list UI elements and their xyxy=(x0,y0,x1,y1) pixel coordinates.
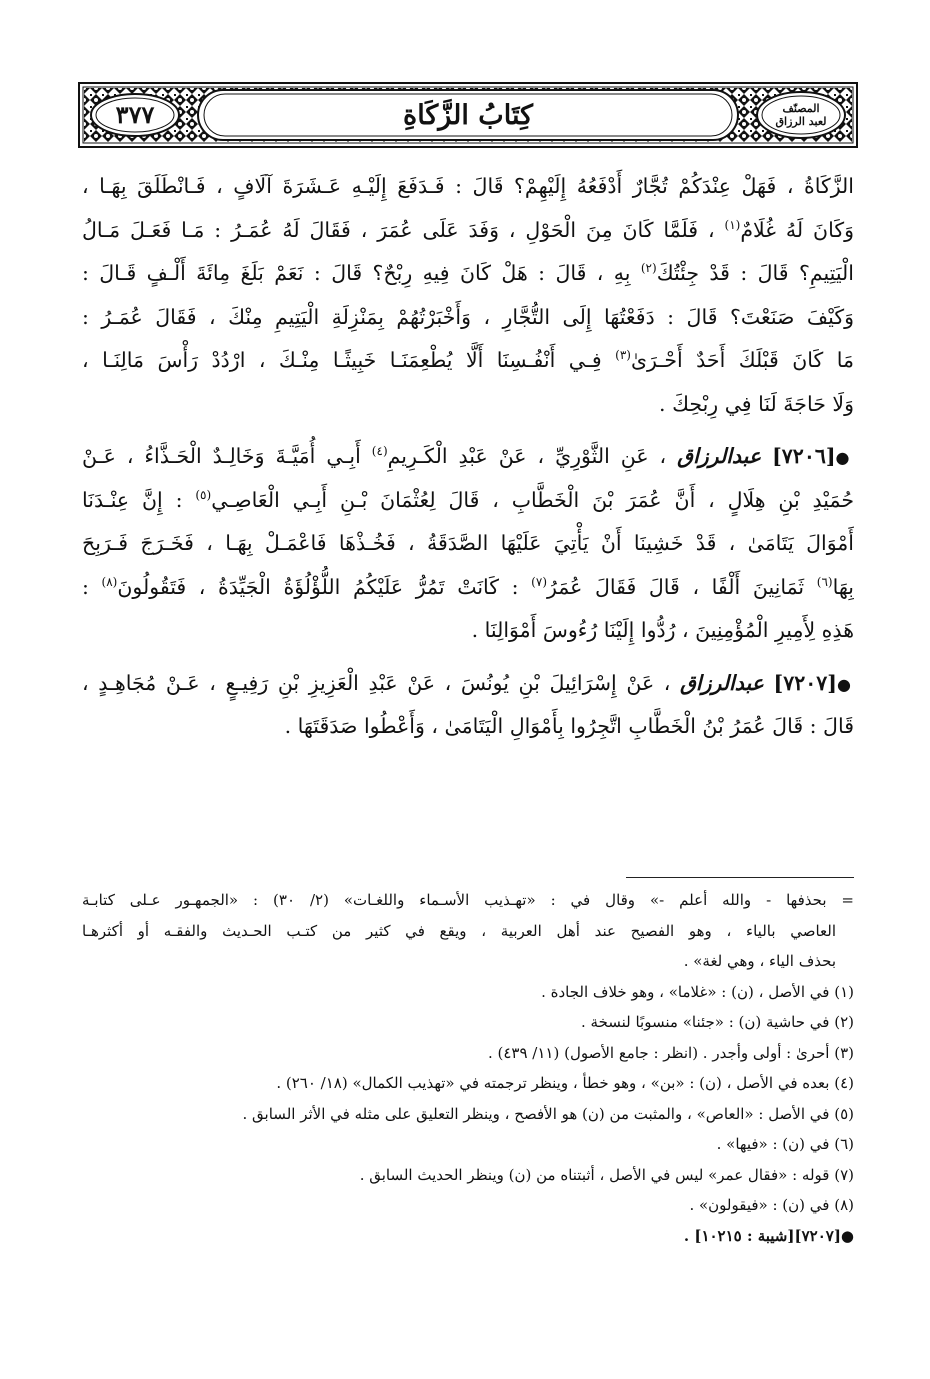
hadith-7207 xyxy=(82,662,854,749)
text-line: الزَّكَاةُ ، فَهَلْ عِنْدَكُمْ تُجَّارٌ أَدْفَعُهُ إِلَيْهِمْ؟ قَالَ : فَـدَفَعَ إِلَيْـهِ عَـشَرَةَ آلَافٍ ، فَـانْطَلَقَ بِهَـا ، xyxy=(82,174,854,198)
footnote-4: (٤) بعده في الأصل ، (ن) : «بن» ، وهو خطأ ، وينظر ترجمته في «تهذيب الكمال» (١٨/ ٢٦٠) . xyxy=(276,1074,854,1092)
hadith-author: عبدالرزاق xyxy=(677,444,762,468)
footnote-ref[interactable]: (٢) xyxy=(640,261,657,276)
footnote-ref[interactable]: (٣) xyxy=(615,348,631,363)
footnote-ref[interactable]: (٧) xyxy=(531,574,547,589)
text-line: أَمْوَالَ يَتَامَىٰ ، قَدْ خَشِينَا أَنْ يَأْتِيَ عَلَيْهَا الصَّدَقَةُ ، فَخُـذْهَا فَاعْمَـلْ بِهَـا ، فَخَـرَجَ فَـرَبِحَ xyxy=(82,531,854,555)
text-line: وَكَيْفَ صَنَعْتَ؟ قَالَ : دَفَعْتُهَا إِلَى التُّجَّارِ ، وَأَخْبَرْتُهُمْ بِمَنْزِلَةِ الْيَتِيمِ مِنْكَ ، فَقَالَ عُمَـرُ : xyxy=(82,304,854,329)
footnote-3: (٣) أحرىٰ : أولى وأجدر . (انظر : جامع الأصول) (١١/ ٤٣٩) . xyxy=(487,1043,854,1062)
footnote-ref[interactable]: (٦) xyxy=(816,574,833,589)
hadith-reference: ●[٧٢٠٧][شيبة : ١٠٢١٥] . xyxy=(683,1226,854,1245)
text-line: هَذِهِ لِأَمِيرِ الْمُؤْمِنِينَ ، رُدُّوا إِلَيْنَا رُءُوسَ أَمْوَالِنَا . xyxy=(471,618,854,642)
footnote-5: (٥) في الأصل : «العاص» ، والمثبت من (ن) هو الأفصح ، وينظر التعليق على مثله في الأثر السابق . xyxy=(242,1104,854,1123)
text-line: قَالَ : قَالَ عُمَرُ بْنُ الْخَطَّابِ اتَّجِرُوا بِأَمْوَالِ الْيَتَامَىٰ ، وَأَعْطُوا صَدَقَتَهَا . xyxy=(284,714,854,738)
hadith-author: عبدالرزاق xyxy=(679,670,764,695)
paragraph-gap xyxy=(82,426,854,435)
footnote-2: (٢) في حاشية (ن) : «جئنا» منسوبًا لنسخة . xyxy=(580,1013,854,1031)
footnote-ref[interactable]: (١) xyxy=(724,217,741,232)
footnote-continuation-line: = بحذفها - والله أعلم -» وقال في : «تهـذيب الأسـماء واللغـات» (٢/ ٣٠) : «الجمهـور عـلى كتابـة xyxy=(82,891,854,909)
footnote-continuation-line: العاصي بالياء ، وهو الفصيح عند أهل العربية ، ويقع في كثير من كتـب الحـديث والفقـه أو أكثرهـا xyxy=(82,921,836,940)
footnote-6: (٦) في (ن) : «فيها» . xyxy=(716,1135,854,1153)
footnote-8: (٨) في (ن) : «فيقولون» . xyxy=(689,1196,854,1214)
seal-line-1: المصنّف xyxy=(782,102,820,115)
text-line: وَكَانَ لَهُ غُلَامٌ$^{(١)}$ ، فَلَمَّا كَانَ مِنَ الْحَوْلِ ، وَفَدَ عَلَى عُمَرَ ، فَقَالَ لَهُ عُمَـرُ : مَـا فَعَـلَ مَـالُ xyxy=(82,217,854,242)
text-line: وَلَا حَاجَةَ لَنَا فِي رِبْحِكَ . xyxy=(659,391,854,416)
footnotes xyxy=(82,885,854,1251)
book-seal-logo xyxy=(760,94,842,136)
footnote-ref[interactable]: (٤) xyxy=(371,444,388,459)
text-line: الْيَتِيمِ؟ قَالَ : قَدْ جِئْتُكَ$^{(٢)}$ بِهِ ، قَالَ : هَلْ كَانَ فِيهِ رِبْحٌ؟ قَالَ : نَعَمْ بَلَغَ مِائَةَ أَلْـفٍ قَـالَ : xyxy=(82,261,854,285)
hadith-7206 xyxy=(82,435,854,653)
page-header xyxy=(78,82,858,148)
hadith-number: [٧٢٠٦] xyxy=(772,444,836,468)
footnote-ref[interactable]: (٥) xyxy=(195,487,212,502)
text-line: بِهَا$^{(٦)}$ ثَمَانِينَ أَلْفًا ، قَالَ فَقَالَ عُمَرُ$^{(٧)}$ : كَانَتْ تَمُرُّ عَلَيْكُمُ اللُّؤْلُؤَةُ الْجَيِّدَةُ ، فَتَقُولُونَ$^{(٨)}$ : xyxy=(82,574,854,599)
text-line: حُمَيْدِ بْنِ هِلَالٍ ، أَنَّ عُمَرَ بْنَ الْخَطَّابِ ، قَالَ لِعُثْمَانَ بْـنِ أَبِـي الْعَاصِـي$^{(٥)}$ : إِنَّ عِنْـدَنَا xyxy=(82,487,854,512)
continuation-paragraph xyxy=(82,165,854,426)
seal-line-2: لعبد الرزاق xyxy=(775,115,827,128)
page-number: ٣٧٧ xyxy=(115,99,155,129)
hadith-bullet: ● xyxy=(836,674,854,694)
footnote-7: (٧) قوله : «فقال عمر» ليس في الأصل ، أثبتناه من (ن) وينظر الحديث السابق . xyxy=(359,1165,854,1184)
chapter-title: كِتَابُ الزَّكَاةِ xyxy=(403,99,533,131)
footnote-1: (١) في الأصل ، (ن) : «غلاما» ، وهو خلاف الجادة . xyxy=(541,982,854,1001)
paragraph-gap xyxy=(82,653,854,662)
hadith-number: [٧٢٠٧] xyxy=(773,670,837,695)
text-line: ●[٧٢٠٧] عبدالرزاق ، عَنْ إِسْرَائِيلَ بْنِ يُونُسَ ، عَنْ عَبْدِ الْعَزِيزِ بْنِ رَفِيـعٍ ، عَـنْ مُجَاهِـدٍ ، xyxy=(82,670,854,695)
hadith-bullet: ● xyxy=(835,448,854,467)
footnote-continuation-line: بحذف الياء ، وهي لغة» . xyxy=(683,952,836,970)
footnote-separator xyxy=(626,877,854,878)
main-text xyxy=(82,165,854,749)
footnote-ref[interactable]: (٨) xyxy=(101,574,118,589)
text-line: ●[٧٢٠٦] عبدالرزاق ، عَنِ الثَّوْرِيِّ ، عَنْ عَبْدِ الْكَـرِيمِ$^{(٤)}$ أَبِـي أُمَيَّـةَ وَخَالِـدٌ الْحَـذَّاءُ ، عَـنْ xyxy=(82,444,854,468)
text-line: مَا كَانَ قَبْلَكَ أَحَدٌ أَحْـرَىٰ$^{(٣)}$ فِـي أَنْفُـسِنَا أَلَّا يُطْعِمَنَـا خَبِيثًـا مِنْـكَ ، ارْدُدْ رَأْسَ مَالِنَـا ، xyxy=(82,348,854,372)
